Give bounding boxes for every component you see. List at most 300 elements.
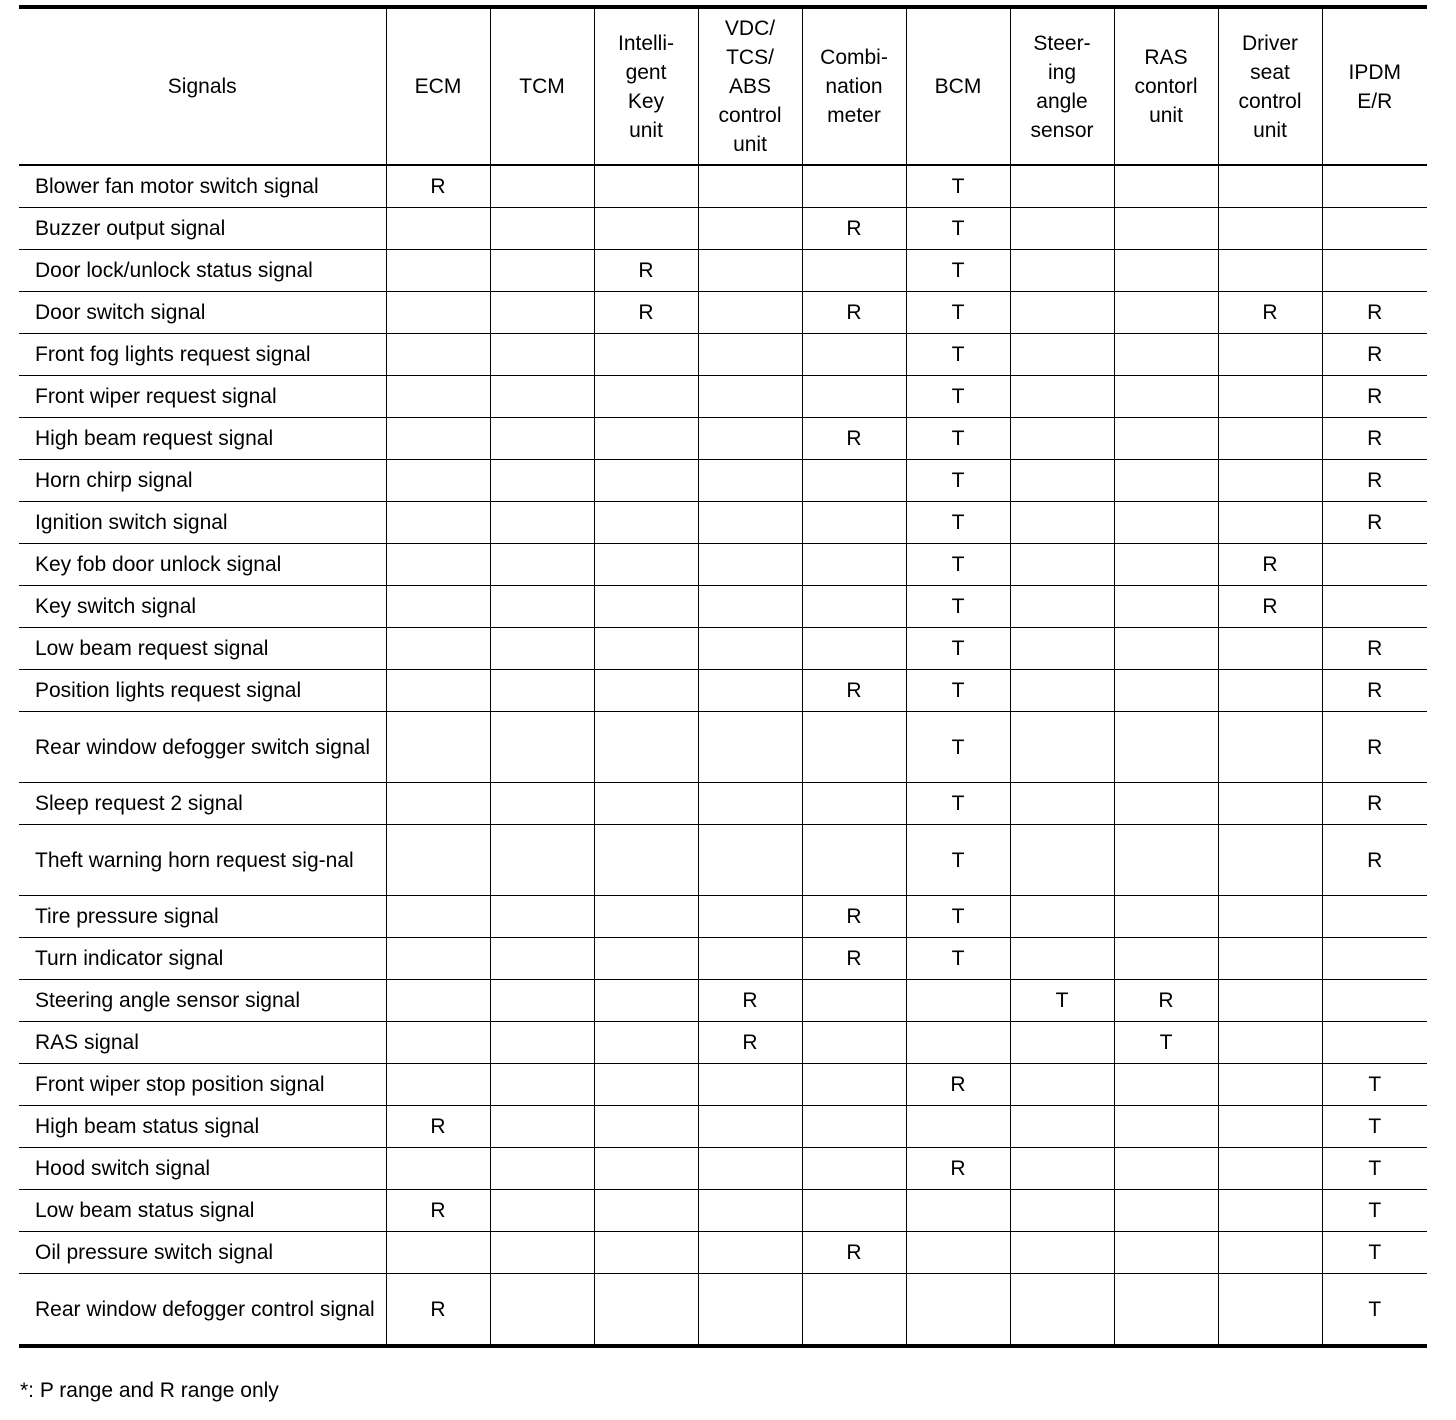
signal-role-cell xyxy=(1218,1190,1322,1232)
signal-role-cell: T xyxy=(906,938,1010,980)
signal-name-cell: High beam status signal xyxy=(19,1106,386,1148)
signal-role-cell: R xyxy=(1218,544,1322,586)
signal-role-cell xyxy=(386,376,490,418)
signal-role-cell: R xyxy=(386,1274,490,1347)
signal-role-cell xyxy=(698,250,802,292)
signal-role-cell xyxy=(594,712,698,783)
signal-role-cell: T xyxy=(906,208,1010,250)
signal-role-cell xyxy=(1010,628,1114,670)
signal-role-cell: T xyxy=(1322,1232,1427,1274)
signal-name-cell: Front fog lights request signal xyxy=(19,334,386,376)
signal-role-cell xyxy=(1218,208,1322,250)
signal-role-cell: R xyxy=(802,896,906,938)
signal-role-cell xyxy=(1218,938,1322,980)
signal-role-cell xyxy=(1322,250,1427,292)
table-row xyxy=(19,250,1427,292)
signal-name-cell: Low beam status signal xyxy=(19,1190,386,1232)
signal-role-cell: R xyxy=(386,165,490,208)
signal-role-cell: T xyxy=(1322,1148,1427,1190)
signal-role-cell xyxy=(802,1274,906,1347)
signal-role-cell xyxy=(698,208,802,250)
signal-role-cell xyxy=(1218,628,1322,670)
signal-role-cell xyxy=(906,1190,1010,1232)
signal-role-cell xyxy=(1010,1148,1114,1190)
signal-role-cell xyxy=(490,334,594,376)
table-row xyxy=(19,783,1427,825)
signal-role-cell: T xyxy=(906,586,1010,628)
can-signal-table xyxy=(19,5,1427,1348)
signal-role-cell: T xyxy=(906,825,1010,896)
table-body xyxy=(19,165,1427,1346)
signal-name-cell: Turn indicator signal xyxy=(19,938,386,980)
signal-role-cell xyxy=(1010,376,1114,418)
signal-role-cell xyxy=(594,1106,698,1148)
signal-role-cell: R xyxy=(802,938,906,980)
signal-role-cell: T xyxy=(906,712,1010,783)
signal-role-cell xyxy=(1218,165,1322,208)
signal-role-cell xyxy=(1114,376,1218,418)
signal-role-cell: T xyxy=(906,783,1010,825)
signal-role-cell xyxy=(386,670,490,712)
signal-role-cell xyxy=(386,825,490,896)
table-row xyxy=(19,502,1427,544)
signal-role-cell xyxy=(386,1064,490,1106)
signal-role-cell xyxy=(594,1190,698,1232)
signal-role-cell xyxy=(1218,376,1322,418)
signal-role-cell xyxy=(594,783,698,825)
signal-name-cell: Theft warning horn request sig-nal xyxy=(19,825,386,896)
signal-role-cell xyxy=(698,1148,802,1190)
table-row xyxy=(19,544,1427,586)
signal-role-cell xyxy=(1114,544,1218,586)
signal-role-cell xyxy=(802,825,906,896)
signal-role-cell xyxy=(1114,628,1218,670)
signal-role-cell xyxy=(1218,980,1322,1022)
signal-role-cell xyxy=(1010,460,1114,502)
signal-role-cell xyxy=(490,1232,594,1274)
signal-role-cell: T xyxy=(906,376,1010,418)
signal-role-cell xyxy=(490,502,594,544)
column-header-ras-control-unit: RAS contorl unit xyxy=(1114,7,1218,165)
signal-name-cell: Door switch signal xyxy=(19,292,386,334)
signal-role-cell xyxy=(1114,938,1218,980)
signal-role-cell xyxy=(594,670,698,712)
signal-role-cell xyxy=(1114,208,1218,250)
signal-role-cell xyxy=(1218,418,1322,460)
signal-role-cell xyxy=(386,208,490,250)
table-row xyxy=(19,460,1427,502)
signal-role-cell: R xyxy=(1114,980,1218,1022)
signal-role-cell xyxy=(1218,783,1322,825)
footnote: *: P range and R range only xyxy=(20,1379,279,1402)
signal-role-cell xyxy=(1218,502,1322,544)
table-row xyxy=(19,1190,1427,1232)
signal-name-cell: Front wiper request signal xyxy=(19,376,386,418)
signal-role-cell xyxy=(1010,825,1114,896)
signal-role-cell xyxy=(1010,1190,1114,1232)
column-header-steering-angle-sensor: Steer- ing angle sensor xyxy=(1010,7,1114,165)
signal-role-cell xyxy=(1218,1274,1322,1347)
signal-name-cell: RAS signal xyxy=(19,1022,386,1064)
signal-role-cell xyxy=(698,292,802,334)
signal-role-cell xyxy=(698,418,802,460)
signal-role-cell: T xyxy=(906,628,1010,670)
signal-role-cell: T xyxy=(1322,1274,1427,1347)
table-row xyxy=(19,938,1427,980)
signal-name-cell: Key fob door unlock signal xyxy=(19,544,386,586)
table-row xyxy=(19,334,1427,376)
signal-role-cell xyxy=(1114,334,1218,376)
signal-role-cell xyxy=(490,376,594,418)
signal-role-cell xyxy=(1218,712,1322,783)
signal-role-cell xyxy=(1322,544,1427,586)
signal-role-cell xyxy=(906,980,1010,1022)
signal-role-cell xyxy=(594,502,698,544)
table-row xyxy=(19,165,1427,208)
signal-name-cell: Buzzer output signal xyxy=(19,208,386,250)
signal-role-cell xyxy=(386,334,490,376)
signal-role-cell xyxy=(802,1148,906,1190)
signal-role-cell xyxy=(1114,250,1218,292)
signal-role-cell xyxy=(1114,1148,1218,1190)
signal-role-cell xyxy=(594,896,698,938)
signal-role-cell xyxy=(1218,1022,1322,1064)
column-header-ipdm-er: IPDM E/R xyxy=(1322,7,1427,165)
table-row xyxy=(19,825,1427,896)
signal-role-cell xyxy=(698,376,802,418)
signal-role-cell xyxy=(1010,1022,1114,1064)
signal-role-cell xyxy=(698,1106,802,1148)
signal-role-cell xyxy=(1010,712,1114,783)
signal-role-cell xyxy=(490,1106,594,1148)
signal-role-cell xyxy=(386,628,490,670)
signal-role-cell xyxy=(594,1148,698,1190)
signal-role-cell: T xyxy=(906,292,1010,334)
signal-role-cell xyxy=(1010,165,1114,208)
signal-role-cell xyxy=(1218,825,1322,896)
signal-role-cell: R xyxy=(386,1190,490,1232)
signal-role-cell xyxy=(386,502,490,544)
table-row xyxy=(19,376,1427,418)
signal-role-cell xyxy=(594,544,698,586)
signal-role-cell xyxy=(1114,1274,1218,1347)
signal-role-cell xyxy=(802,712,906,783)
signal-role-cell xyxy=(490,1190,594,1232)
signal-role-cell xyxy=(386,1148,490,1190)
signal-name-cell: Steering angle sensor signal xyxy=(19,980,386,1022)
signal-role-cell xyxy=(1218,1064,1322,1106)
signal-role-cell xyxy=(1218,896,1322,938)
signal-role-cell xyxy=(906,1022,1010,1064)
signal-role-cell xyxy=(1114,1232,1218,1274)
signal-role-cell xyxy=(802,1022,906,1064)
signal-name-cell: Position lights request signal xyxy=(19,670,386,712)
signal-role-cell xyxy=(1322,586,1427,628)
signal-role-cell: R xyxy=(906,1064,1010,1106)
signal-role-cell: R xyxy=(1322,334,1427,376)
signal-role-cell xyxy=(802,628,906,670)
signal-role-cell: T xyxy=(906,460,1010,502)
signal-role-cell xyxy=(490,938,594,980)
table-row xyxy=(19,980,1427,1022)
signal-role-cell xyxy=(698,628,802,670)
signal-role-cell xyxy=(698,502,802,544)
column-header-ecm: ECM xyxy=(386,7,490,165)
signal-role-cell xyxy=(490,165,594,208)
signal-name-cell: Rear window defogger switch signal xyxy=(19,712,386,783)
signal-role-cell xyxy=(698,712,802,783)
signal-role-cell xyxy=(490,1064,594,1106)
column-header-tcm: TCM xyxy=(490,7,594,165)
signal-role-cell xyxy=(698,334,802,376)
signal-role-cell xyxy=(698,1190,802,1232)
signal-role-cell xyxy=(490,825,594,896)
signal-role-cell: R xyxy=(906,1148,1010,1190)
signal-role-cell xyxy=(802,376,906,418)
signal-role-cell xyxy=(906,1106,1010,1148)
signal-role-cell xyxy=(490,980,594,1022)
signal-role-cell xyxy=(1114,670,1218,712)
signal-role-cell xyxy=(698,1064,802,1106)
signal-role-cell: T xyxy=(906,334,1010,376)
signal-role-cell xyxy=(1114,896,1218,938)
signal-role-cell xyxy=(386,418,490,460)
signal-role-cell xyxy=(698,938,802,980)
signal-name-cell: Rear window defogger control signal xyxy=(19,1274,386,1347)
signal-role-cell xyxy=(490,896,594,938)
signal-role-cell xyxy=(1114,292,1218,334)
signal-role-cell xyxy=(802,1064,906,1106)
signal-role-cell xyxy=(802,586,906,628)
signal-role-cell xyxy=(490,250,594,292)
column-header-signals: Signals xyxy=(19,7,386,165)
signal-role-cell: R xyxy=(1322,670,1427,712)
signal-role-cell xyxy=(386,586,490,628)
signal-role-cell xyxy=(1322,938,1427,980)
signal-role-cell xyxy=(698,896,802,938)
signal-role-cell: T xyxy=(906,250,1010,292)
signal-role-cell xyxy=(698,1232,802,1274)
signal-role-cell xyxy=(1010,1064,1114,1106)
signal-name-cell: Low beam request signal xyxy=(19,628,386,670)
signal-role-cell xyxy=(802,250,906,292)
signal-role-cell xyxy=(594,628,698,670)
signal-role-cell xyxy=(594,208,698,250)
signal-name-cell: Horn chirp signal xyxy=(19,460,386,502)
signal-role-cell: R xyxy=(1322,292,1427,334)
signal-role-cell: T xyxy=(1322,1190,1427,1232)
signal-role-cell xyxy=(490,1148,594,1190)
signal-role-cell xyxy=(1114,825,1218,896)
signal-role-cell: R xyxy=(386,1106,490,1148)
signal-role-cell xyxy=(802,460,906,502)
signal-role-cell xyxy=(386,544,490,586)
table-row xyxy=(19,896,1427,938)
signal-role-cell xyxy=(490,670,594,712)
signal-role-cell xyxy=(594,376,698,418)
signal-role-cell xyxy=(1114,712,1218,783)
signal-role-cell xyxy=(1010,502,1114,544)
signal-role-cell: R xyxy=(802,1232,906,1274)
signal-role-cell xyxy=(698,825,802,896)
signal-role-cell xyxy=(594,1232,698,1274)
signal-name-cell: Oil pressure switch signal xyxy=(19,1232,386,1274)
table-row xyxy=(19,1064,1427,1106)
signal-role-cell xyxy=(698,460,802,502)
signal-role-cell: R xyxy=(802,292,906,334)
signal-role-cell: T xyxy=(906,670,1010,712)
signal-role-cell xyxy=(1010,334,1114,376)
signal-role-cell xyxy=(386,980,490,1022)
column-header-combination-meter: Combi- nation meter xyxy=(802,7,906,165)
signal-role-cell xyxy=(1322,980,1427,1022)
signal-role-cell xyxy=(1114,502,1218,544)
signal-role-cell xyxy=(490,544,594,586)
column-header-driver-seat-control-unit: Driver seat control unit xyxy=(1218,7,1322,165)
signal-role-cell xyxy=(1010,250,1114,292)
signal-role-cell xyxy=(1218,1148,1322,1190)
table-row xyxy=(19,1022,1427,1064)
signal-role-cell xyxy=(1010,292,1114,334)
signal-role-cell: T xyxy=(906,544,1010,586)
signal-role-cell: T xyxy=(906,502,1010,544)
table-row xyxy=(19,208,1427,250)
signal-role-cell: T xyxy=(1322,1106,1427,1148)
signal-role-cell xyxy=(490,418,594,460)
signal-role-cell xyxy=(386,783,490,825)
table-row xyxy=(19,586,1427,628)
signal-role-cell xyxy=(1114,165,1218,208)
signal-role-cell: T xyxy=(906,165,1010,208)
signal-role-cell xyxy=(386,292,490,334)
signal-role-cell xyxy=(802,165,906,208)
signal-role-cell xyxy=(386,938,490,980)
signal-role-cell xyxy=(386,460,490,502)
signal-role-cell: T xyxy=(1322,1064,1427,1106)
signal-role-cell xyxy=(1218,250,1322,292)
signal-role-cell xyxy=(802,334,906,376)
signal-role-cell xyxy=(1218,334,1322,376)
signal-role-cell: R xyxy=(1322,460,1427,502)
signal-role-cell: R xyxy=(594,250,698,292)
signal-role-cell: R xyxy=(1322,712,1427,783)
signal-role-cell xyxy=(1218,460,1322,502)
signal-role-cell xyxy=(1322,1022,1427,1064)
signal-role-cell xyxy=(594,586,698,628)
signal-role-cell xyxy=(594,1064,698,1106)
signal-role-cell xyxy=(802,544,906,586)
table-row xyxy=(19,292,1427,334)
signal-role-cell xyxy=(1114,783,1218,825)
signal-role-cell: R xyxy=(698,1022,802,1064)
signal-role-cell xyxy=(802,1106,906,1148)
signal-role-cell xyxy=(1010,783,1114,825)
signal-role-cell xyxy=(802,1190,906,1232)
signal-name-cell: Sleep request 2 signal xyxy=(19,783,386,825)
signal-name-cell: Ignition switch signal xyxy=(19,502,386,544)
column-header-bcm: BCM xyxy=(906,7,1010,165)
table-row xyxy=(19,712,1427,783)
signal-role-cell xyxy=(1010,1106,1114,1148)
signal-role-cell xyxy=(698,1274,802,1347)
signal-role-cell: R xyxy=(1322,376,1427,418)
signal-role-cell xyxy=(698,783,802,825)
signal-role-cell xyxy=(1010,418,1114,460)
signal-role-cell xyxy=(594,1022,698,1064)
signal-role-cell xyxy=(1218,670,1322,712)
signal-role-cell xyxy=(1218,1232,1322,1274)
signal-role-cell xyxy=(490,292,594,334)
signal-role-cell xyxy=(1010,670,1114,712)
signal-role-cell xyxy=(906,1274,1010,1347)
signal-role-cell xyxy=(1218,1106,1322,1148)
signal-role-cell: R xyxy=(1322,418,1427,460)
signal-role-cell xyxy=(386,1232,490,1274)
signal-role-cell xyxy=(698,586,802,628)
signal-role-cell: R xyxy=(594,292,698,334)
table-row xyxy=(19,418,1427,460)
signal-role-cell xyxy=(1114,460,1218,502)
table-row xyxy=(19,670,1427,712)
signal-role-cell xyxy=(594,165,698,208)
signal-name-cell: High beam request signal xyxy=(19,418,386,460)
signal-role-cell: R xyxy=(1322,825,1427,896)
signal-role-cell xyxy=(594,418,698,460)
signal-role-cell: T xyxy=(906,896,1010,938)
signal-role-cell xyxy=(1010,896,1114,938)
signal-role-cell xyxy=(698,670,802,712)
signal-role-cell xyxy=(698,165,802,208)
signal-role-cell xyxy=(698,544,802,586)
signal-role-cell xyxy=(1322,896,1427,938)
signal-role-cell xyxy=(1114,418,1218,460)
column-header-vdc-tcs-abs-control-unit: VDC/ TCS/ ABS control unit xyxy=(698,7,802,165)
table-row xyxy=(19,1232,1427,1274)
signal-role-cell xyxy=(802,502,906,544)
signal-role-cell xyxy=(594,938,698,980)
signal-role-cell: T xyxy=(906,418,1010,460)
signal-role-cell: R xyxy=(1322,783,1427,825)
signal-role-cell xyxy=(490,208,594,250)
signal-role-cell: R xyxy=(802,418,906,460)
signal-role-cell: T xyxy=(1114,1022,1218,1064)
signal-role-cell xyxy=(1010,1274,1114,1347)
signal-role-cell: R xyxy=(1218,586,1322,628)
signal-role-cell xyxy=(490,586,594,628)
signal-role-cell xyxy=(802,980,906,1022)
signal-role-cell xyxy=(1010,938,1114,980)
signal-name-cell: Hood switch signal xyxy=(19,1148,386,1190)
signal-role-cell xyxy=(386,250,490,292)
signal-role-cell xyxy=(1114,586,1218,628)
signal-role-cell xyxy=(490,783,594,825)
signal-role-cell xyxy=(1322,208,1427,250)
signal-role-cell xyxy=(386,896,490,938)
signal-name-cell: Door lock/unlock status signal xyxy=(19,250,386,292)
signal-name-cell: Tire pressure signal xyxy=(19,896,386,938)
signal-role-cell xyxy=(490,1274,594,1347)
signal-name-cell: Blower fan motor switch signal xyxy=(19,165,386,208)
signal-role-cell: R xyxy=(1322,502,1427,544)
signal-role-cell xyxy=(906,1232,1010,1274)
table-row xyxy=(19,1106,1427,1148)
signal-role-cell xyxy=(386,712,490,783)
signal-role-cell xyxy=(386,1022,490,1064)
signal-role-cell xyxy=(594,334,698,376)
signal-role-cell xyxy=(594,825,698,896)
signal-role-cell xyxy=(594,1274,698,1347)
signal-role-cell: R xyxy=(802,670,906,712)
